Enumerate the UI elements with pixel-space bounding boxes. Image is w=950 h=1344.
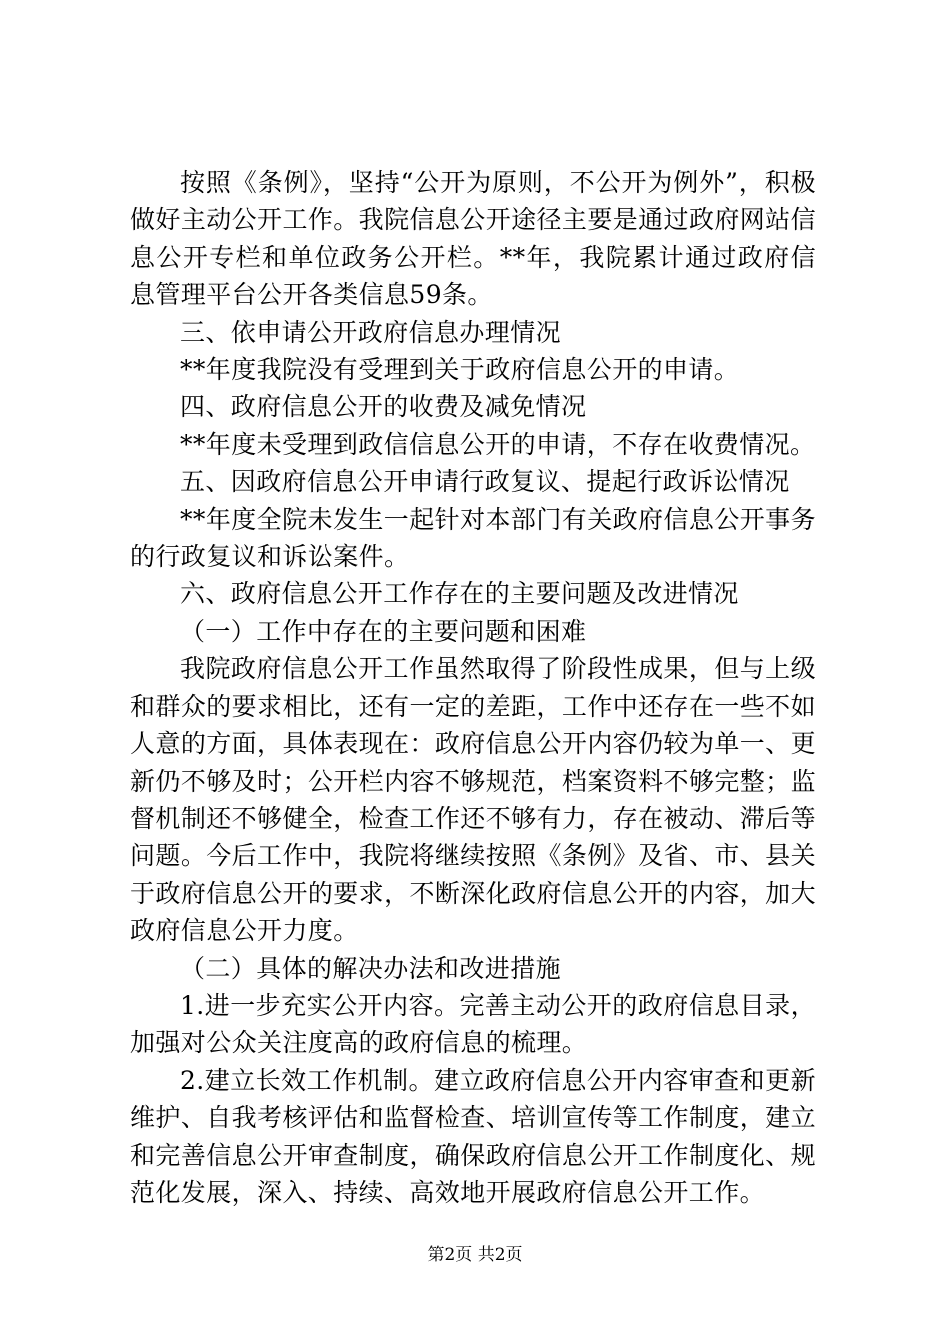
paragraph-measure-1: 1.进一步充实公开内容。完善主动公开的政府信息目录，加强对公众关注度高的政府信息的梳理。: [130, 990, 816, 1058]
paragraph-section-3: **年度我院没有受理到关于政府信息公开的申请。: [180, 355, 740, 385]
subheading-problems: （一）工作中存在的主要问题和困难: [180, 616, 587, 646]
heading-section-3: 三、依申请公开政府信息办理情况: [180, 317, 562, 347]
document-body: [130, 164, 816, 1211]
heading-section-5: 五、因政府信息公开申请行政复议、提起行政诉讼情况: [180, 467, 790, 497]
subheading-measures: （二）具体的解决办法和改进措施: [180, 953, 562, 983]
heading-section-6: 六、政府信息公开工作存在的主要问题及改进情况: [180, 579, 739, 609]
paragraph-section-4: **年度未受理到政信信息公开的申请，不存在收费情况。: [180, 429, 816, 459]
paragraph-active-disclosure: 按照《条例》，坚持“公开为原则，不公开为例外”，积极做好主动公开工作。我院信息公开途径主要是通过政府网站信息公开专栏和单位政务公开栏。**年，我院累计通过政府信息管理平台公开各类信息59条。: [130, 168, 816, 310]
paragraph-problems: 我院政府信息公开工作虽然取得了阶段性成果，但与上级和群众的要求相比，还有一定的差距，工作中还存在一些不如人意的方面，具体表现在：政府信息公开内容仍较为单一、更新仍不够及时；公开栏内容不够规范，档案资料不够完整；监督机制还不够健全，检查工作还不够有力，存在被动、滞后等问题。今后工作中，我院将继续按照《条例》及省、市、县关于政府信息公开的要求，不断深化政府信息公开的内容，加大政府信息公开力度。: [130, 654, 816, 946]
heading-section-4: 四、政府信息公开的收费及减免情况: [180, 392, 587, 422]
paragraph-section-5: **年度全院未发生一起针对本部门有关政府信息公开事务的行政复议和诉讼案件。: [130, 504, 816, 572]
page-number-footer: 第2页 共2页: [427, 1245, 523, 1265]
paragraph-measure-2: 2.建立长效工作机制。建立政府信息公开内容审查和更新维护、自我考核评估和监督检查、培训宣传等工作制度，建立和完善信息公开审查制度，确保政府信息公开工作制度化、规范化发展，深入、持续、高效地开展政府信息公开工作。: [130, 1065, 816, 1207]
